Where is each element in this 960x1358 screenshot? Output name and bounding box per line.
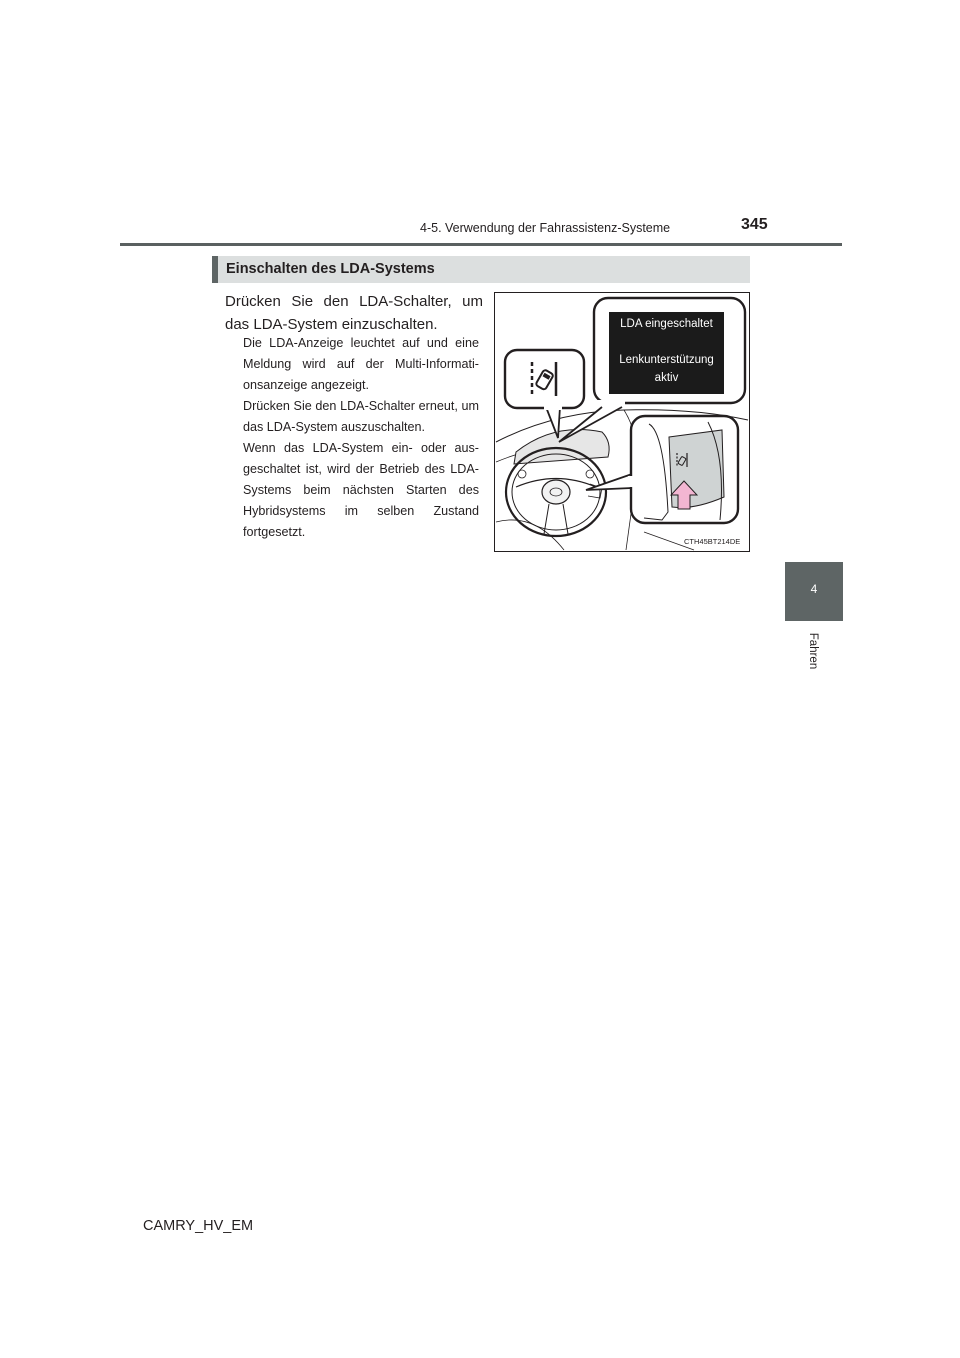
display-message-line2: Lenkunterstützung: [619, 354, 714, 366]
instruction-step: Drücken Sie den LDA-Schalter, um das LDA-System einzuschalten.: [225, 293, 483, 333]
lda-illustration: [494, 292, 750, 552]
figure-code: CTH45BT214DE: [684, 537, 741, 546]
running-header-section: 4-5. Verwendung der Fahrassistenz-Systeme: [420, 221, 671, 235]
lda-illustration-drawing: [494, 292, 750, 552]
display-message-line3: aktiv: [654, 372, 679, 384]
lda-switch-icon[interactable]: [674, 452, 690, 468]
press-arrow-icon: [670, 480, 698, 510]
section-title: Einschalten des LDA-Systems: [226, 261, 435, 277]
model-code: CAMRY_HV_EM: [143, 1218, 254, 1234]
chapter-number: 4: [810, 582, 818, 596]
note-switch-off: Drücken Sie den LDA-Schalter erneut, um das LDA-System auszuschalten.: [243, 399, 479, 434]
section-heading-accent: [212, 256, 218, 283]
lda-indicator-icon: [526, 360, 562, 398]
note-indicator: Die LDA-Anzeige leuchtet auf und eine Meldung wird auf der Multi-Informati-onsanzeige angezeigt.: [243, 336, 479, 392]
page-number: 345: [741, 216, 768, 233]
section-heading: [212, 256, 750, 283]
chapter-label: [806, 628, 820, 674]
display-message-line1: LDA eingeschaltet: [620, 318, 713, 330]
header-rule: [120, 243, 842, 246]
chapter-tab: [785, 562, 843, 621]
note-state-memory: Wenn das LDA-System ein- oder aus-geschaltet ist, wird der Betrieb des LDA-Systems beim nächsten Starten des Hybridsystems im selben Zustand fortgesetzt.: [243, 441, 479, 539]
chapter-label-text: Fahren: [807, 632, 819, 670]
